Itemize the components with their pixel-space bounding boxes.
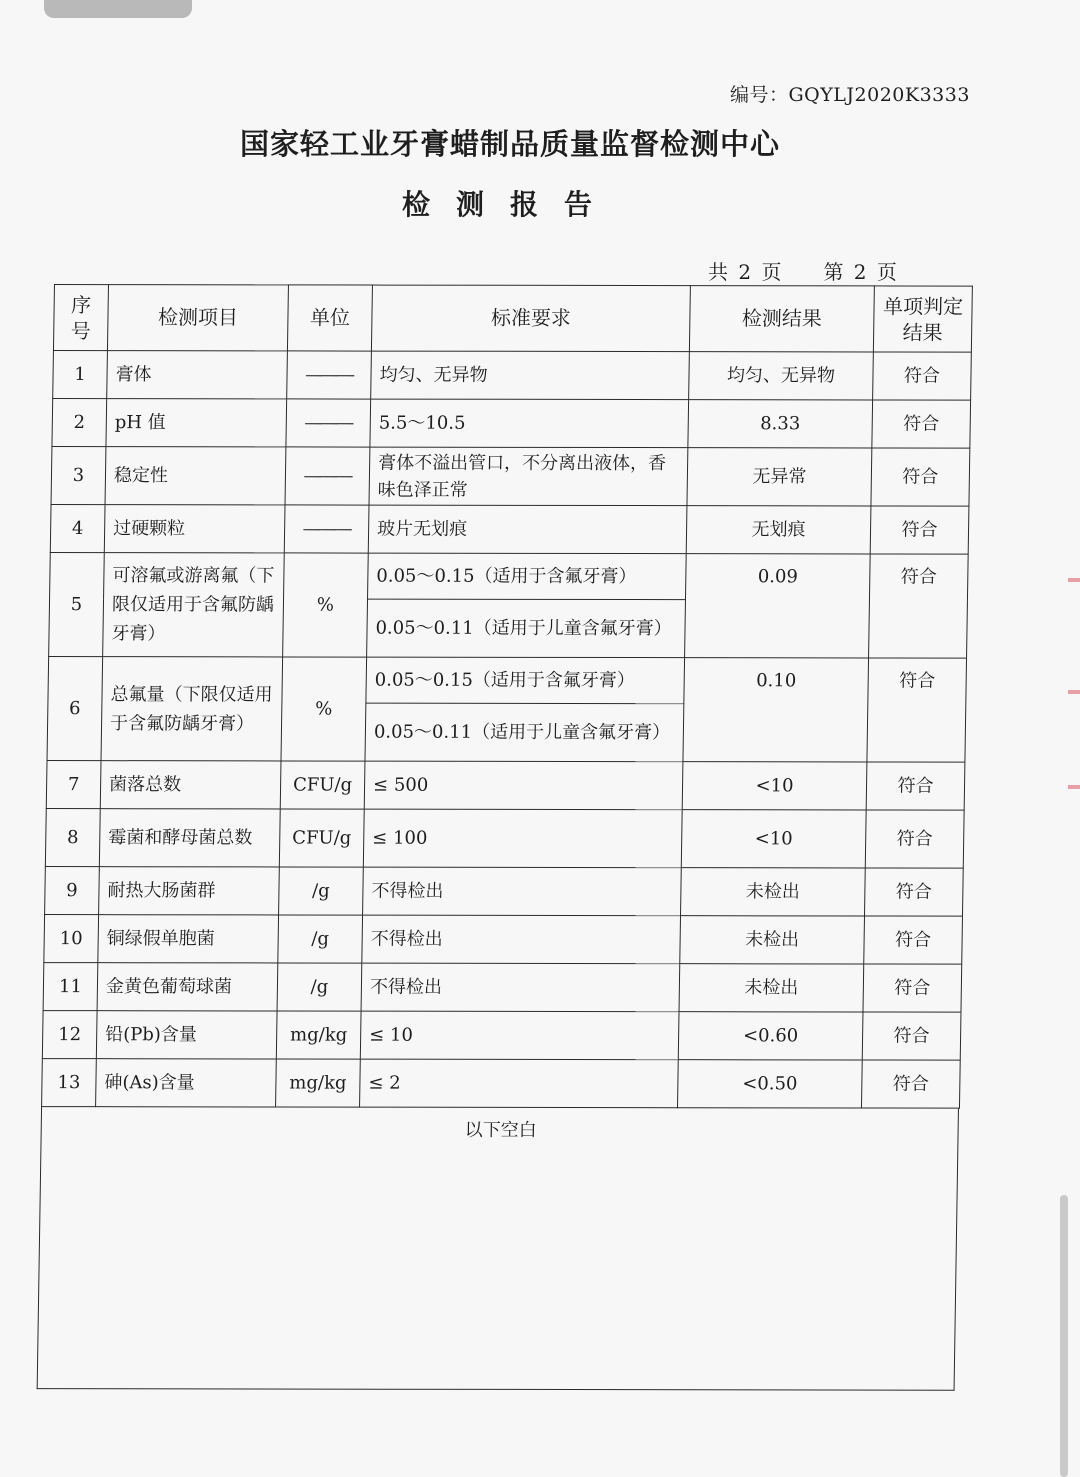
row-unit: ——— bbox=[285, 447, 370, 505]
row-judgement: 符合 bbox=[872, 400, 971, 448]
organization-title: 国家轻工业牙膏蜡制品质量监督检测中心 bbox=[239, 127, 780, 161]
row-result: 未检出 bbox=[680, 916, 865, 964]
header-result: 检测结果 bbox=[689, 286, 874, 352]
row-unit: ——— bbox=[286, 399, 371, 447]
row-item: 耐热大肠菌群 bbox=[99, 867, 280, 915]
table-row bbox=[45, 867, 964, 917]
row-unit: mg/kg bbox=[276, 1011, 361, 1059]
header-judgement: 单项判定结果 bbox=[873, 286, 972, 352]
row-item: pH 值 bbox=[106, 399, 287, 447]
row-result: 0.09 bbox=[685, 554, 871, 658]
row-no: 8 bbox=[45, 809, 100, 867]
row-unit: /g bbox=[277, 963, 362, 1011]
row-unit: mg/kg bbox=[276, 1059, 361, 1107]
row-result: <0.50 bbox=[678, 1060, 863, 1108]
row-no: 12 bbox=[42, 1011, 97, 1059]
row-judgement: 符合 bbox=[861, 1060, 960, 1108]
row-standard-a: 0.05～0.15（适用于含氟牙膏） bbox=[368, 553, 687, 600]
row-no: 11 bbox=[43, 963, 98, 1011]
header-standard: 标准要求 bbox=[371, 285, 690, 352]
row-judgement: 符合 bbox=[869, 554, 969, 658]
row-no: 7 bbox=[46, 761, 101, 809]
row-standard: ≤ 100 bbox=[363, 809, 682, 868]
table-header-row bbox=[53, 285, 972, 353]
header-item: 检测项目 bbox=[107, 285, 288, 351]
row-no: 6 bbox=[47, 657, 103, 761]
row-no: 2 bbox=[52, 399, 107, 447]
row-judgement: 符合 bbox=[873, 352, 972, 400]
edge-stamp-mark bbox=[1068, 690, 1080, 694]
table-row bbox=[44, 915, 963, 965]
table-row bbox=[42, 1059, 961, 1109]
header-seq: 序号 bbox=[53, 285, 108, 351]
row-result: 无划痕 bbox=[686, 506, 871, 554]
row-no: 9 bbox=[45, 867, 100, 915]
row-unit: % bbox=[283, 553, 369, 657]
row-judgement: 符合 bbox=[864, 916, 963, 964]
row-standard-b: 0.05～0.11（适用于儿童含氟牙膏） bbox=[365, 703, 684, 762]
table-row bbox=[48, 657, 967, 705]
row-unit: /g bbox=[278, 915, 363, 963]
table-row bbox=[43, 963, 962, 1013]
row-no: 5 bbox=[49, 553, 105, 657]
header-unit: 单位 bbox=[287, 285, 372, 351]
row-standard: 5.5～10.5 bbox=[370, 399, 689, 448]
edge-stamp-mark bbox=[1068, 578, 1080, 582]
row-judgement: 符合 bbox=[864, 868, 963, 916]
row-result: 0.10 bbox=[683, 658, 869, 762]
row-no: 4 bbox=[50, 505, 105, 553]
table-row bbox=[52, 399, 971, 449]
row-item: 可溶氟或游离氟（下限仅适用于含氟防龋牙膏） bbox=[103, 553, 285, 657]
row-result: 无异常 bbox=[687, 448, 872, 506]
row-standard: 不得检出 bbox=[362, 915, 681, 964]
row-item: 稳定性 bbox=[105, 447, 286, 505]
row-item: 砷(As)含量 bbox=[96, 1059, 277, 1107]
row-no: 1 bbox=[53, 351, 108, 399]
page-current: 第 2 页 bbox=[823, 260, 899, 284]
row-result: <10 bbox=[681, 810, 866, 868]
row-item: 过硬颗粒 bbox=[104, 505, 285, 553]
row-item: 铜绿假单胞菌 bbox=[98, 915, 279, 963]
row-standard: 玻片无划痕 bbox=[368, 505, 687, 554]
row-result: <10 bbox=[682, 762, 867, 810]
results-table bbox=[41, 284, 973, 1109]
table-row bbox=[50, 553, 969, 601]
table-row bbox=[50, 505, 969, 555]
row-standard: 不得检出 bbox=[363, 867, 682, 916]
row-judgement: 符合 bbox=[870, 506, 969, 554]
row-item: 金黄色葡萄球菌 bbox=[97, 963, 278, 1011]
blank-below-label: 以下空白 bbox=[464, 1119, 537, 1141]
row-result: 均匀、无异物 bbox=[689, 352, 874, 400]
top-handle bbox=[44, 0, 192, 18]
row-standard: 均匀、无异物 bbox=[371, 351, 690, 400]
row-unit: /g bbox=[279, 867, 364, 915]
table-row bbox=[46, 761, 965, 811]
row-standard-a: 0.05～0.15（适用于含氟牙膏） bbox=[366, 657, 685, 704]
row-no: 10 bbox=[44, 915, 99, 963]
row-result: 未检出 bbox=[681, 868, 866, 916]
row-item: 膏体 bbox=[107, 351, 288, 399]
row-item: 铅(Pb)含量 bbox=[96, 1011, 277, 1059]
row-judgement: 符合 bbox=[862, 1012, 961, 1060]
scrollbar[interactable] bbox=[1060, 1195, 1068, 1477]
row-result: <0.60 bbox=[678, 1012, 863, 1060]
page-indicator bbox=[708, 256, 899, 285]
row-standard: 膏体不溢出管口，不分离出液体，香味色泽正常 bbox=[369, 447, 688, 506]
document-number: 编号：GQYLJ2020K3333 bbox=[730, 84, 970, 106]
row-standard: ≤ 500 bbox=[364, 761, 683, 810]
table-row bbox=[45, 809, 964, 869]
table-row bbox=[53, 351, 972, 401]
table-row bbox=[42, 1011, 961, 1061]
row-standard: ≤ 10 bbox=[360, 1011, 679, 1060]
report-sheet bbox=[37, 284, 972, 1390]
row-no: 13 bbox=[42, 1059, 97, 1107]
page-total: 共 2 页 bbox=[708, 260, 784, 284]
row-judgement: 符合 bbox=[871, 448, 970, 506]
row-unit: % bbox=[281, 657, 367, 761]
row-item: 菌落总数 bbox=[100, 761, 281, 809]
row-unit: CFU/g bbox=[279, 809, 364, 867]
row-unit: ——— bbox=[287, 351, 372, 399]
row-judgement: 符合 bbox=[863, 964, 962, 1012]
row-item: 霉菌和酵母菌总数 bbox=[99, 809, 280, 867]
row-item: 总氟量（下限仅适用于含氟防龋牙膏） bbox=[101, 657, 283, 761]
row-unit: ——— bbox=[284, 505, 369, 553]
row-result: 未检出 bbox=[679, 964, 864, 1012]
blank-area bbox=[37, 1107, 959, 1391]
row-standard-b: 0.05～0.11（适用于儿童含氟牙膏） bbox=[367, 599, 686, 658]
row-standard: 不得检出 bbox=[361, 963, 680, 1012]
edge-stamp-mark bbox=[1068, 785, 1080, 789]
row-unit: CFU/g bbox=[280, 761, 365, 809]
report-title: 检测报告 bbox=[401, 188, 618, 221]
row-judgement: 符合 bbox=[867, 658, 967, 762]
row-result: 8.33 bbox=[688, 400, 873, 448]
row-no: 3 bbox=[51, 447, 106, 505]
row-standard: ≤ 2 bbox=[360, 1059, 679, 1108]
row-judgement: 符合 bbox=[866, 762, 965, 810]
row-judgement: 符合 bbox=[865, 810, 964, 868]
table-row bbox=[51, 447, 970, 507]
